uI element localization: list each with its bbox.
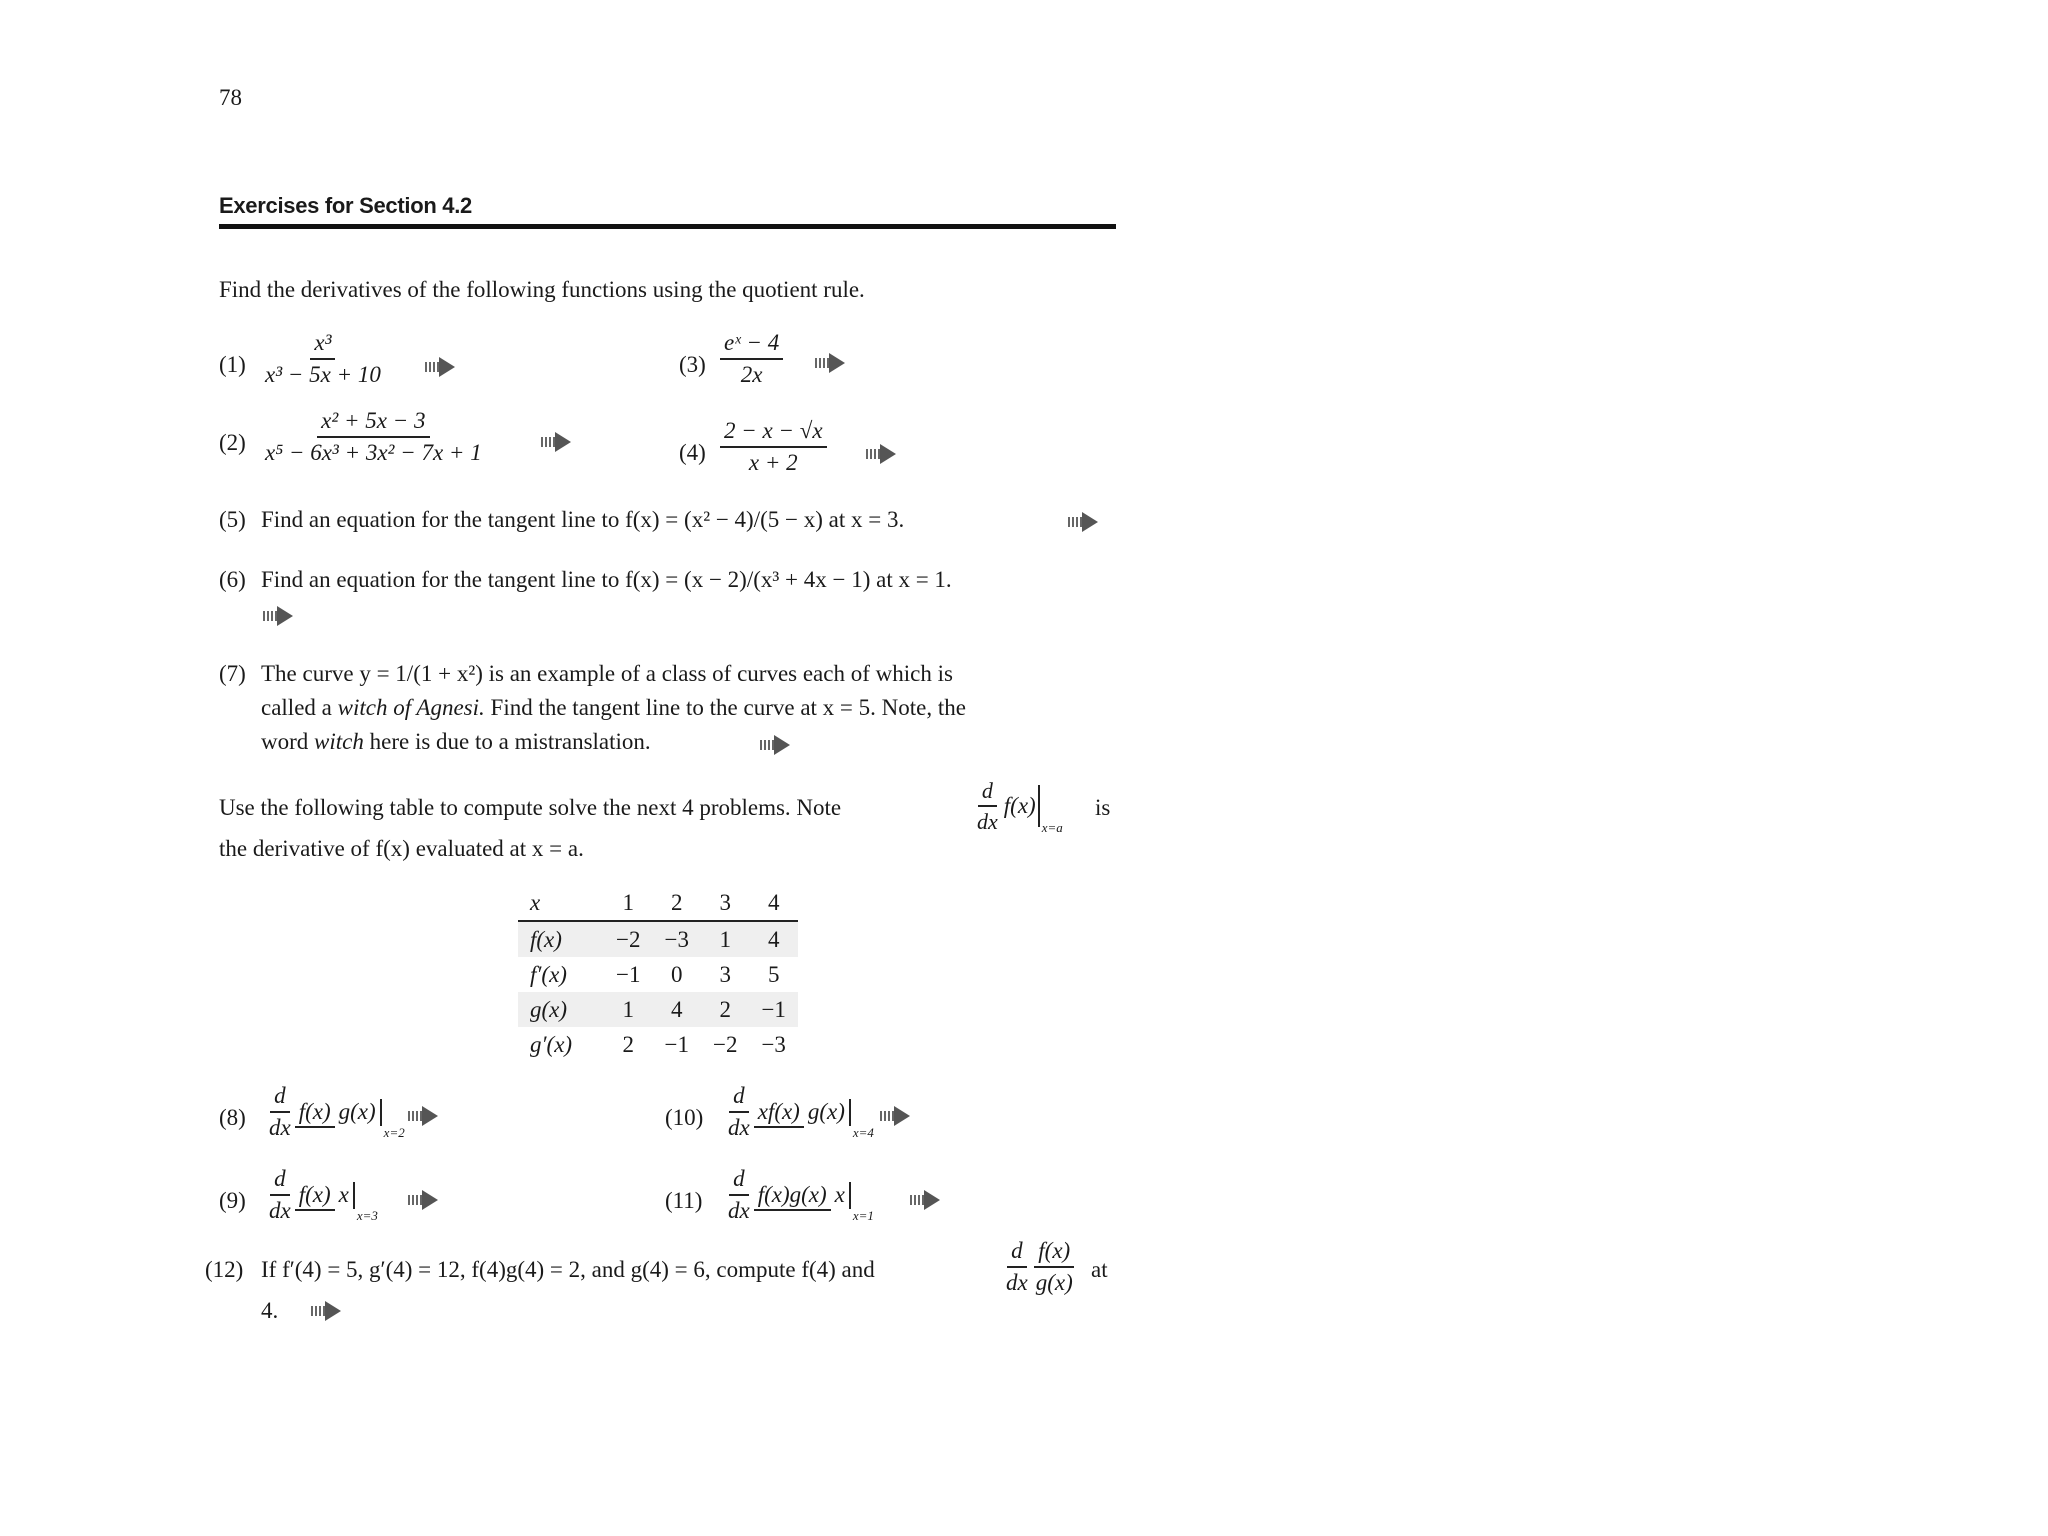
denominator: dx xyxy=(269,1198,291,1224)
numerator: x³ xyxy=(310,330,335,360)
exercise-7-line-2 xyxy=(261,695,966,721)
exercise-label: (8) xyxy=(219,1105,246,1130)
numerator: d xyxy=(270,1166,290,1196)
table-header-row xyxy=(518,885,798,921)
answer-arrow-icon[interactable] xyxy=(1068,512,1098,532)
exercise-label: (4) xyxy=(679,440,706,465)
exercise-7 xyxy=(219,661,246,687)
fraction xyxy=(754,1182,851,1208)
exercise-label: (5) xyxy=(219,507,246,532)
emphasis: witch xyxy=(314,729,364,754)
denominator: dx xyxy=(269,1115,291,1141)
section-title: Exercises for Section 4.2 xyxy=(219,193,472,218)
table-cell: g′(x) xyxy=(530,1031,573,1057)
fraction xyxy=(754,1099,851,1125)
exercise-5-text: Find an equation for the tangent line to f(x) = (x² − 4)/(5 − x) at x = 3. xyxy=(261,507,905,532)
expression xyxy=(265,1166,378,1225)
fraction xyxy=(1032,1238,1077,1297)
exercise-label: (1) xyxy=(219,352,246,377)
table-cell: 4 xyxy=(749,921,797,957)
table-cell: −2 xyxy=(604,921,652,957)
derivative-notation xyxy=(973,778,1063,836)
denominator: x⁵ − 6x³ + 3x² − 7x + 1 xyxy=(265,440,482,466)
table-row xyxy=(518,992,798,1027)
table-cell: 4 xyxy=(749,885,797,921)
denominator: x xyxy=(338,1182,349,1208)
answer-arrow-icon[interactable] xyxy=(815,353,845,373)
d-dx xyxy=(724,1083,754,1142)
table-cell: 5 xyxy=(767,961,780,987)
table-cell: f(x) xyxy=(518,921,604,957)
exercise-7-line-3 xyxy=(261,729,651,755)
table-cell: −1 xyxy=(749,992,797,1027)
table-cell: x xyxy=(518,885,604,921)
evaluation-point: x=3 xyxy=(356,1208,378,1224)
answer-arrow-icon[interactable] xyxy=(910,1190,940,1210)
denominator: 2x xyxy=(740,362,763,388)
answer-arrow-icon[interactable] xyxy=(408,1106,438,1126)
table-cell: −3 xyxy=(761,1031,786,1057)
denominator: g(x) xyxy=(338,1099,376,1125)
numerator: f(x) xyxy=(295,1182,335,1211)
numerator: xf(x) xyxy=(754,1099,804,1128)
d-dx xyxy=(265,1083,295,1142)
exercise-label: (2) xyxy=(219,430,246,455)
table-cell: 1 xyxy=(701,921,749,957)
exercise-12 xyxy=(205,1257,243,1283)
exercise-6 xyxy=(219,567,246,593)
page-number: 78 xyxy=(219,85,242,110)
text: word xyxy=(261,729,315,754)
table-cell: 2 xyxy=(622,1031,634,1057)
d-dx xyxy=(1002,1238,1032,1297)
d-dx xyxy=(265,1166,295,1225)
exercise-label: (12) xyxy=(205,1257,244,1282)
table-cell: 0 xyxy=(670,961,683,987)
exercise-label: (7) xyxy=(219,661,246,686)
table-cell: −3 xyxy=(652,921,700,957)
section-divider xyxy=(219,224,1116,229)
fraction xyxy=(720,418,827,477)
exercise-label: (3) xyxy=(679,352,706,377)
at-word: at xyxy=(1091,1257,1108,1282)
table-row xyxy=(518,957,798,992)
numerator: f(x)g(x) xyxy=(754,1182,831,1211)
numerator: d xyxy=(729,1166,749,1196)
fraction xyxy=(720,330,783,389)
denominator: x³ − 5x + 10 xyxy=(265,362,381,388)
exercise-5 xyxy=(219,507,246,533)
expression xyxy=(724,1083,874,1142)
fraction xyxy=(295,1182,355,1208)
table-cell: 2 xyxy=(652,885,700,921)
values-table xyxy=(518,885,798,1062)
table-cell: 2 xyxy=(701,992,749,1027)
numerator: f(x) xyxy=(1034,1238,1074,1268)
d-dx xyxy=(724,1166,754,1225)
answer-arrow-icon[interactable] xyxy=(760,735,790,755)
table-cell: 4 xyxy=(652,992,700,1027)
numerator: f(x) xyxy=(295,1099,335,1128)
exercise-12-line-1: If f′(4) = 5, g′(4) = 12, f(4)g(4) = 2, and g(4) = 6, compute f(4) and xyxy=(261,1257,875,1282)
table-note-line-2: the derivative of f(x) evaluated at x = a. xyxy=(219,836,584,861)
exercise-label: (10) xyxy=(665,1105,704,1130)
table-cell: −1 xyxy=(664,1031,689,1057)
denominator: g(x) xyxy=(1035,1270,1073,1296)
d-dx xyxy=(973,778,1002,835)
table-row xyxy=(518,1027,798,1062)
fraction xyxy=(295,1099,382,1125)
exercise-label: (11) xyxy=(665,1188,703,1213)
expression xyxy=(724,1166,874,1225)
denominator: dx xyxy=(1006,1270,1028,1296)
table-row xyxy=(518,921,798,957)
table-note-line-1: Use the following table to compute solve the next 4 problems. Note xyxy=(219,795,842,820)
denominator: dx xyxy=(728,1115,750,1141)
table-cell: f′(x) xyxy=(530,961,567,987)
numerator: eˣ − 4 xyxy=(720,330,783,360)
expression xyxy=(265,1083,405,1142)
exercise-7-line-1: The curve y = 1/(1 + x²) is an example of a class of curves each of which is xyxy=(261,661,953,686)
answer-arrow-icon[interactable] xyxy=(425,357,455,377)
fraction xyxy=(261,330,385,389)
function: f(x) xyxy=(1002,785,1040,827)
table-cell: 3 xyxy=(719,961,731,987)
text: called a xyxy=(261,695,338,720)
table-cell: −2 xyxy=(712,1031,738,1057)
answer-arrow-icon[interactable] xyxy=(311,1301,341,1321)
answer-arrow-icon[interactable] xyxy=(541,432,571,452)
exercise-12-line-2: 4. xyxy=(261,1298,279,1323)
denominator: x + 2 xyxy=(748,450,798,476)
table-cell: 3 xyxy=(701,885,749,921)
numerator: d xyxy=(978,778,997,807)
table-cell: 1 xyxy=(604,885,652,921)
answer-arrow-icon[interactable] xyxy=(866,444,896,464)
table-cell: g(x) xyxy=(518,992,604,1027)
numerator: d xyxy=(729,1083,749,1113)
emphasis: witch of Agnesi. xyxy=(337,695,485,720)
evaluation-point: x=1 xyxy=(852,1208,874,1224)
answer-arrow-icon[interactable] xyxy=(263,606,293,626)
denominator: dx xyxy=(977,809,998,835)
evaluation-point: x=2 xyxy=(383,1125,405,1141)
answer-arrow-icon[interactable] xyxy=(408,1190,438,1210)
table-cell: −1 xyxy=(616,961,641,987)
numerator: d xyxy=(1007,1238,1027,1268)
denominator: x xyxy=(834,1182,845,1208)
numerator: d xyxy=(270,1083,290,1113)
exercise-label: (9) xyxy=(219,1188,246,1213)
evaluation-point: x=4 xyxy=(852,1125,874,1141)
evaluation-point: x=a xyxy=(1041,819,1063,835)
denominator: g(x) xyxy=(807,1099,845,1125)
text: Find the tangent line to the curve at x = 5. Note, the xyxy=(484,695,966,720)
exercise-label: (6) xyxy=(219,567,246,592)
numerator: 2 − x − √x xyxy=(720,418,827,448)
exercise-12-expression xyxy=(1002,1238,1077,1297)
numerator: x² + 5x − 3 xyxy=(317,408,429,438)
fraction xyxy=(261,408,486,467)
denominator: dx xyxy=(728,1198,750,1224)
text: here is due to a mistranslation. xyxy=(363,729,651,754)
instructions: Find the derivatives of the following functions using the quotient rule. xyxy=(219,277,865,302)
exercise-6-text: Find an equation for the tangent line to f(x) = (x − 2)/(x³ + 4x − 1) at x = 1. xyxy=(261,567,952,592)
table-cell: 1 xyxy=(604,992,652,1027)
answer-arrow-icon[interactable] xyxy=(880,1106,910,1126)
is-word: is xyxy=(1095,795,1111,820)
